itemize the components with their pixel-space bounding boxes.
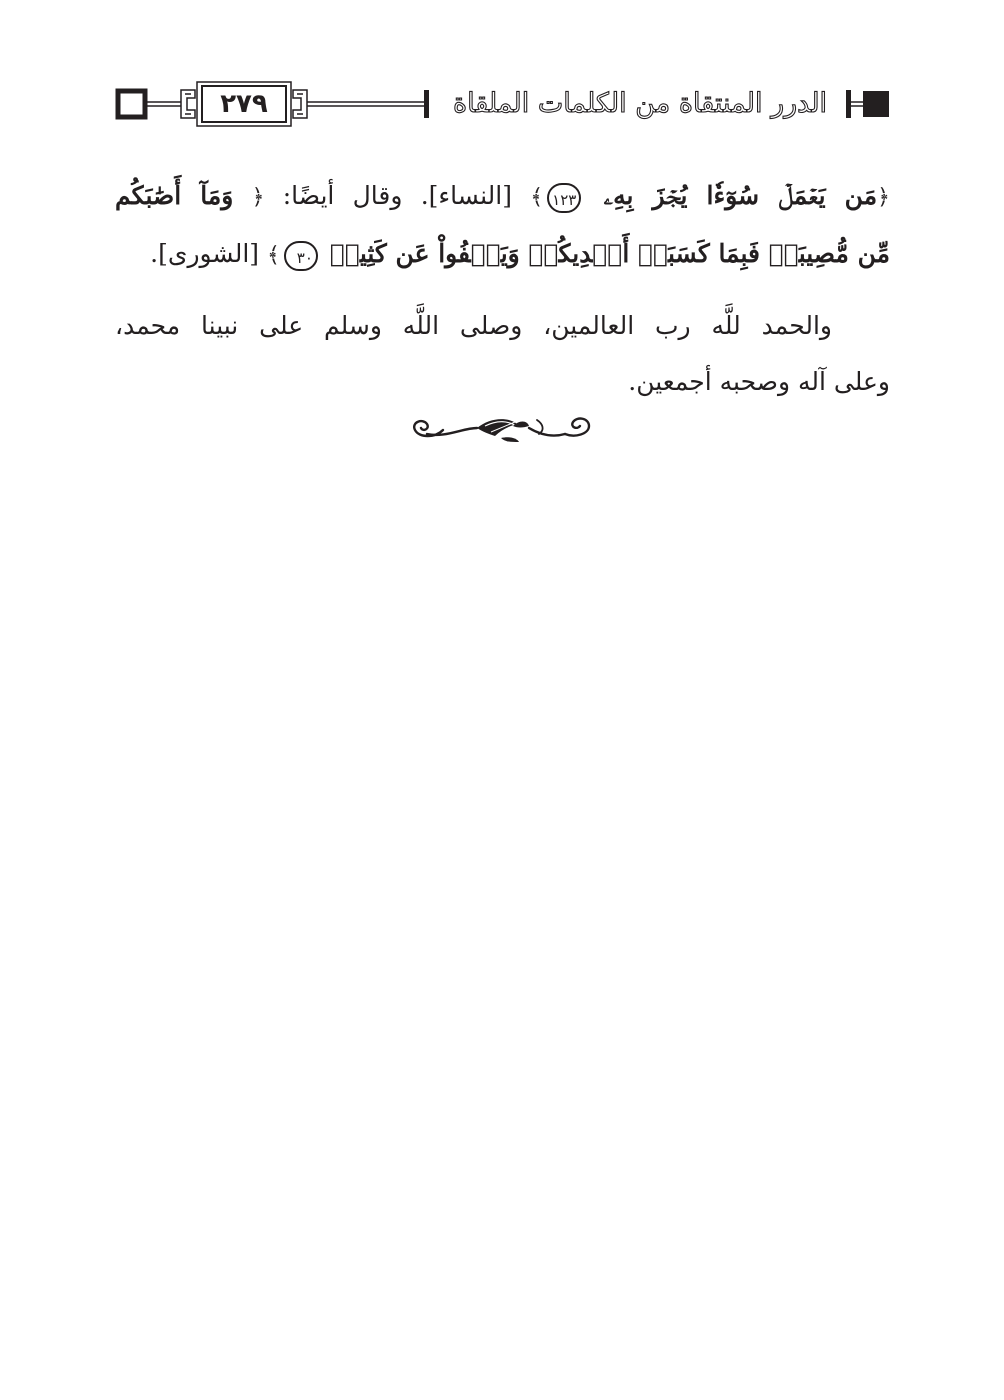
page-number: ٢٧٩ <box>220 89 268 119</box>
quran-verse: مِّن مُّصِيبَةٖ فَبِمَا كَسَبَتۡ أَيۡدِيكُمۡ وَيَعۡفُواْ عَن كَثِيرٖ <box>329 239 890 268</box>
quran-open-brace: ﴿ <box>251 185 265 210</box>
quran-verse: مَن يَعۡمَلۡ سُوٓءٗا يُجۡزَ بِهِۦ <box>603 181 878 210</box>
quran-close-brace: ﴾ <box>267 243 280 268</box>
quran-verse: وَمَآ أَصَٰبَكُم <box>115 181 234 210</box>
ayah-number: ٣٠ <box>284 241 318 271</box>
book-title: الدرر المنتقاة من الكلمات الملقاة <box>452 88 828 119</box>
text-line: وعلى آله وصحبه أجمعين. <box>628 367 890 396</box>
text-line <box>115 226 890 284</box>
page-content <box>115 168 890 410</box>
page-header <box>115 80 890 130</box>
paragraph-quran-verses <box>115 168 890 284</box>
ayah-number: ١٢٣ <box>547 183 581 213</box>
quran-open-brace: ﴿ <box>877 185 890 210</box>
floral-divider-icon <box>405 408 597 446</box>
text-line <box>115 168 890 226</box>
surah-reference: [الشورى]. <box>150 239 260 268</box>
paragraph-closing-praise <box>115 298 890 410</box>
surah-reference: [النساء]. وقال أيضًا: <box>282 181 512 210</box>
quran-close-brace: ﴾ <box>530 185 544 210</box>
text-line: والحمد للَّه رب العالمين، وصلى اللَّه وسلم على نبينا محمد، <box>115 311 832 340</box>
